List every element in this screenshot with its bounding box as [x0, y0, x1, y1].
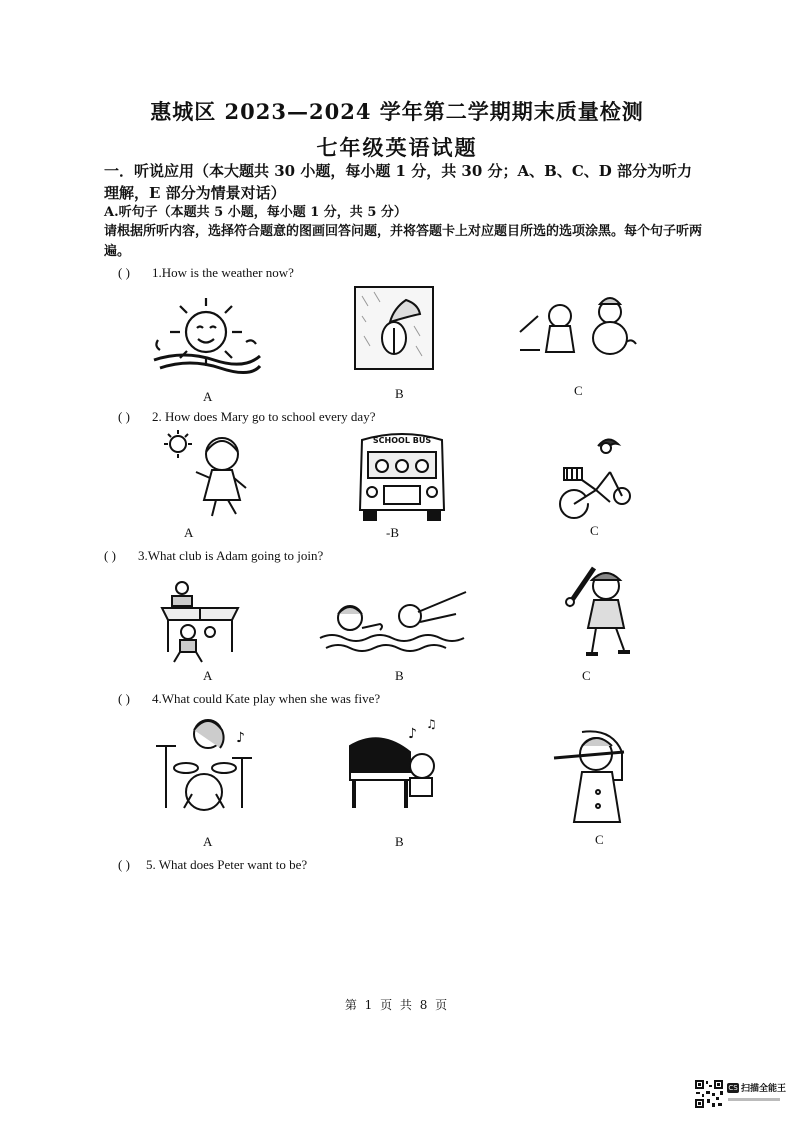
option-b-label[interactable]: -B [386, 525, 399, 540]
question-text: 5. What does Peter want to be? [146, 857, 308, 872]
answer-bracket[interactable]: ( ) [118, 409, 130, 424]
answer-bracket[interactable]: ( ) [118, 857, 130, 872]
option-a-label[interactable]: A [203, 389, 213, 404]
scanner-app-name: 扫描全能王 [741, 1084, 787, 1094]
part-a-title: A.听句子（本题共 5 小题，每小题 1 分，共 5 分） [104, 205, 407, 220]
question-4 [118, 691, 380, 707]
answer-bracket[interactable]: ( ) [104, 548, 116, 563]
snowy-snowman-icon [518, 292, 638, 362]
qr-code-icon [694, 1079, 724, 1109]
question-3 [104, 548, 323, 564]
question-text: 1.How is the weather now? [152, 265, 294, 280]
ping-pong-icon [158, 578, 242, 664]
option-c-label[interactable]: C [582, 668, 591, 683]
page-number: 第 1 页 共 8 页 [344, 998, 450, 1012]
question-text: 4.What could Kate play when she was five? [152, 691, 381, 706]
baseball-icon [562, 564, 638, 664]
option-b-label[interactable]: B [395, 386, 404, 401]
sunny-weather-icon [150, 296, 262, 378]
option-a-label[interactable]: A [203, 668, 213, 683]
scanner-watermark [694, 1079, 787, 1111]
svg-text:♪: ♪ [408, 726, 417, 742]
swimming-icon [318, 588, 470, 652]
exam-title: 惠城区 2023—2024 学年第二学期期末质量检测 [150, 99, 644, 124]
option-a-label[interactable]: A [184, 525, 194, 540]
cs-badge: CS [728, 1084, 738, 1092]
rainy-umbrella-icon [354, 286, 434, 370]
option-c-label[interactable]: C [574, 383, 583, 398]
flute-icon [552, 728, 636, 824]
instructions: 请根据所听内容，选择符合题意的图画回答问题，并将答题卡上对应题目所选的选项涂黑。每个句子听两遍。 [104, 224, 703, 259]
question-1 [118, 265, 294, 281]
walking-girl-icon [160, 428, 260, 520]
question-text: 3.What club is Adam going to join? [138, 548, 324, 563]
option-c-label[interactable]: C [595, 832, 604, 847]
bus-sign: SCHOOL BUS [372, 436, 432, 445]
option-b-label[interactable]: B [395, 668, 404, 683]
section-heading: 一．听说应用（本大题共 30 小题，每小题 1 分，共 30 分；A、B、C、D 部分为听力理解，E 部分为情景对话） [104, 162, 693, 202]
svg-text:♫: ♫ [426, 717, 437, 731]
bicycle-icon [558, 434, 638, 522]
question-5 [118, 857, 307, 873]
option-b-label[interactable]: B [395, 834, 404, 849]
piano-icon [346, 716, 442, 814]
question-text: 2. How does Mary go to school every day? [152, 409, 376, 424]
school-bus-icon [354, 430, 450, 522]
option-a-label[interactable]: A [203, 834, 213, 849]
svg-text:♪: ♪ [236, 730, 245, 746]
scanner-caption-line [728, 1098, 780, 1101]
drums-icon [154, 716, 254, 816]
answer-bracket[interactable]: ( ) [118, 265, 130, 280]
exam-subtitle: 七年级英语试题 [316, 135, 478, 160]
question-2 [118, 409, 375, 425]
option-c-label[interactable]: C [590, 523, 599, 538]
answer-bracket[interactable]: ( ) [118, 691, 130, 706]
